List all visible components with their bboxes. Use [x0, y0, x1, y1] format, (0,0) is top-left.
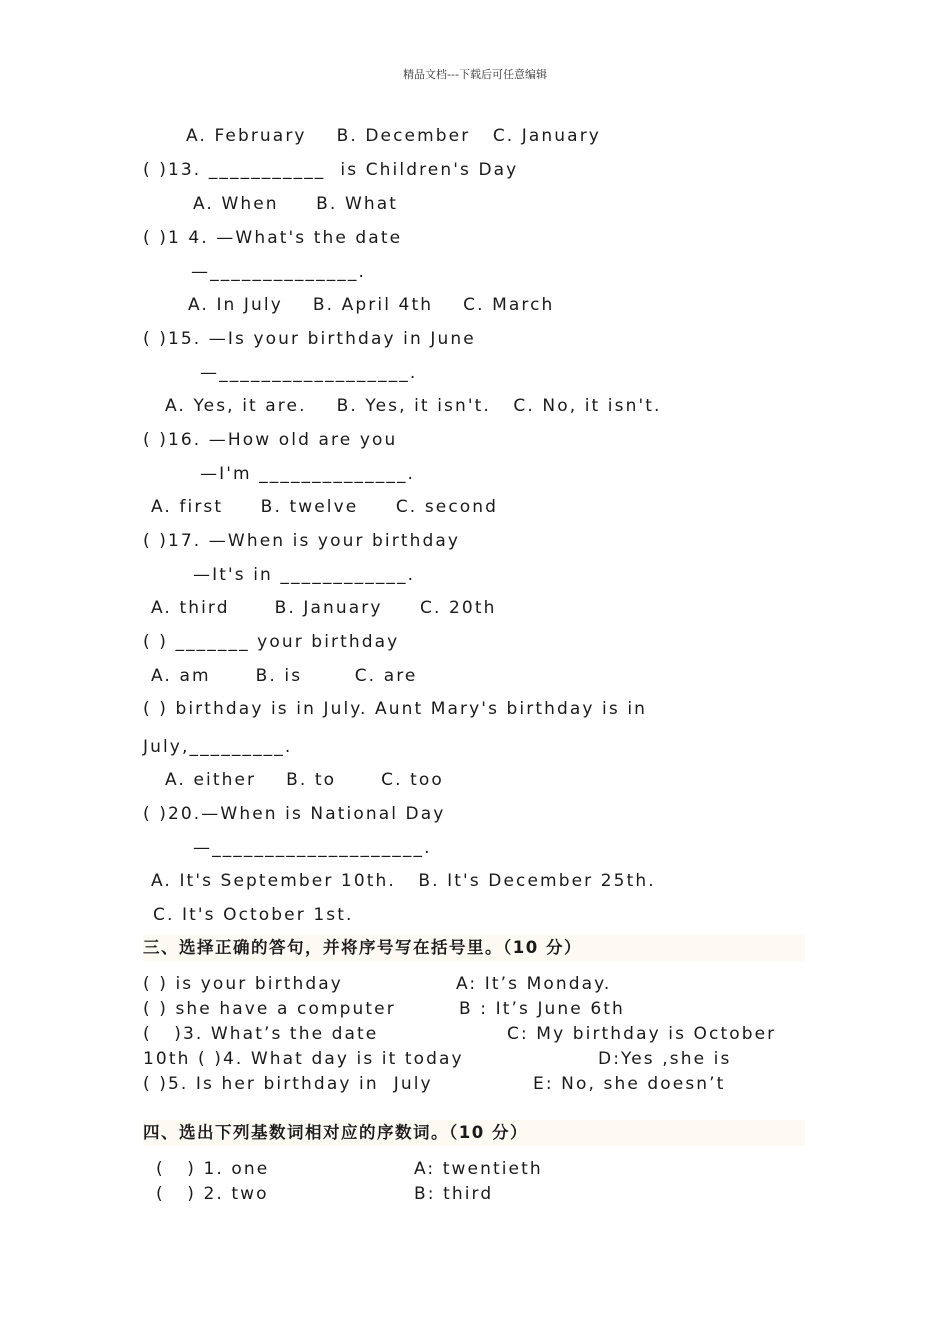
s4-answer-b: B: third — [414, 1184, 494, 1204]
s3-question-2: ( ) she have a computer — [143, 999, 396, 1019]
s3-answer-d: D:Yes ,she is — [598, 1049, 732, 1069]
s3-answer-c: C: My birthday is October — [507, 1024, 777, 1044]
q15-question: ( )15. —Is your birthday in June — [143, 329, 476, 349]
section-3-heading: 三、选择正确的答句，并将序号写在括号里。（10 分） — [143, 935, 805, 961]
s4-question-2: ( ) 2. two — [156, 1184, 269, 1204]
q20-option-c: C. It's October 1st. — [153, 905, 354, 925]
q19-options: A. either B. to C. too — [165, 770, 444, 790]
q20-options-ab: A. It's September 10th. B. It's December 25th. — [151, 871, 656, 891]
s3-question-1: ( ) is your birthday — [143, 974, 343, 994]
section-4-heading: 四、选出下列基数词相对应的序数词。（10 分） — [143, 1120, 805, 1146]
q13-question: ( )13. ___________ is Children's Day — [143, 160, 519, 180]
q18-question: ( ) _______ your birthday — [143, 632, 400, 652]
q14-answer-blank: —______________. — [191, 262, 367, 282]
q16-options: A. first B. twelve C. second — [151, 497, 499, 517]
q13-options: A. When B. What — [193, 194, 399, 214]
q16-answer-blank: —I'm ______________. — [200, 464, 416, 484]
q17-answer-blank: —It's in ____________. — [193, 565, 416, 585]
q19-question-cont: July,_________. — [143, 737, 293, 757]
q14-options: A. In July B. April 4th C. March — [188, 295, 555, 315]
q14-question: ( )1 4. —What's the date — [143, 228, 403, 248]
q17-options: A. third B. January C. 20th — [151, 598, 497, 618]
s3-answer-b: B : It’s June 6th — [459, 999, 625, 1019]
q19-question: ( ) birthday is in July. Aunt Mary's birthday is in — [143, 699, 648, 719]
q20-question: ( )20.—When is National Day — [143, 804, 446, 824]
q15-options: A. Yes, it are. B. Yes, it isn't. C. No, it isn't. — [165, 396, 662, 416]
q12-options: A. February B. December C. January — [186, 126, 601, 146]
q20-answer-blank: —____________________. — [193, 838, 432, 858]
s3-answer-e: E: No, she doesn’t — [533, 1074, 726, 1094]
s3-question-5: ( )5. Is her birthday in July — [143, 1074, 433, 1094]
s3-question-4: 10th ( )4. What day is it today — [143, 1049, 464, 1069]
s4-question-1: ( ) 1. one — [156, 1159, 270, 1179]
q15-answer-blank: —__________________. — [200, 363, 418, 383]
s4-answer-a: A: twentieth — [414, 1159, 543, 1179]
s3-answer-a: A: It’s Monday. — [456, 974, 612, 994]
q17-question: ( )17. —When is your birthday — [143, 531, 461, 551]
page-header: 精品文档---下载后可任意编辑 — [403, 68, 547, 81]
s3-question-3: ( )3. What’s the date — [143, 1024, 379, 1044]
q18-options: A. am B. is C. are — [151, 666, 418, 686]
q16-question: ( )16. —How old are you — [143, 430, 398, 450]
